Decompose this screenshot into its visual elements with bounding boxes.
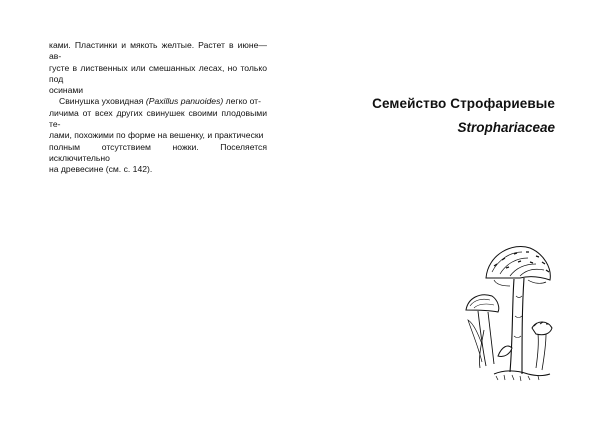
text-line: полным отсутствием ножки. Поселяется исключительно (49, 141, 267, 163)
text-fragment: легко от- (223, 96, 261, 107)
text-line: осинами (49, 85, 84, 96)
text-line: ками. Пластинки и мякоть желтые. Растет в июне—ав- (49, 40, 267, 62)
text-line: на древесине (см. с. 142). (49, 164, 153, 175)
text-line: густе в лиственных или смешанных лесах, но только под (49, 62, 267, 84)
latin-species-name: (Paxillus panuoides) (145, 96, 224, 107)
right-page (300, 0, 600, 430)
text-line: личима от всех других свинушек своими плодовыми те- (49, 107, 267, 130)
family-latin-name: Strophariaceae (457, 120, 555, 135)
text-fragment: Свинушка уховидная (59, 96, 146, 107)
body-text (49, 40, 267, 176)
mushroom-illustration (458, 236, 558, 388)
text-line: лами, похожими по форме на вешенку, и практически (49, 130, 264, 141)
paragraph-start (49, 96, 267, 107)
family-title: Семейство Строфариевые (372, 96, 555, 111)
